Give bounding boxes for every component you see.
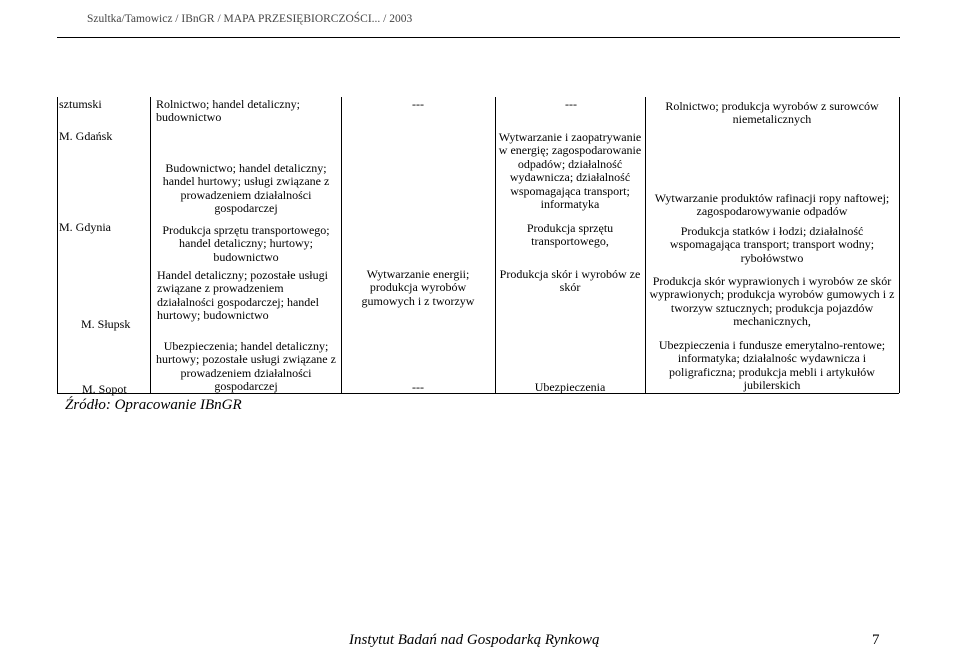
table-border-right [899,97,900,393]
cell-col4: Wytwarzanie i zaopatrywanie w energię; zagospodarowanie odpadów; działalność wydawnicza; działalność wspomagająca transport; informatyka [498,130,642,212]
page-number: 7 [872,632,880,648]
cell-sectors: Produkcja sprzętu transportowego; handel detaliczny; hurtowy; budownictwo [162,223,330,264]
region-name: M. Gdańsk [59,129,113,143]
cell-col4: Produkcja skór i wyrobów ze skór [499,267,641,295]
cell-col5: Rolnictwo; produkcja wyrobów z surowców niemetalicznych [665,99,879,127]
table-divider-4 [645,97,646,393]
cell-col5: Produkcja statków i łodzi; działalność wspomagająca transport; transport wodny; rybołówstwo [669,224,875,265]
cell-sectors: Rolnictwo; handel detaliczny; budownictwo [156,97,300,125]
region-name: sztumski [59,97,102,111]
header-rule [57,37,900,38]
cell-col5: Wytwarzanie produktów rafinacji ropy naftowej; zagospodarowywanie odpadów [654,191,890,219]
table-divider-3 [495,97,496,393]
cell-sectors: Handel detaliczny; pozostałe usługi związane z prowadzeniem działalności gospodarczej; handel hurtowy; budownictwo [157,268,328,323]
cell-col4: Ubezpieczenia [534,380,606,394]
page-footer: Instytut Badań nad Gospodarką Rynkową [349,632,600,648]
source-note: Źródło: Opracowanie IBnGR [65,397,242,413]
cell-col3: --- [412,380,424,394]
table-divider-2 [341,97,342,393]
running-header: Szultka/Tamowicz / IBnGR / MAPA PRZESIĘBIORCZOŚCI... / 2003 [87,13,413,25]
cell-col3: --- [412,97,424,111]
cell-sectors: Budownictwo; handel detaliczny; handel hurtowy; usługi związane z prowadzeniem działalności gospodarczej [162,161,330,216]
region-name: M. Gdynia [59,220,111,234]
cell-col5: Ubezpieczenia i fundusze emerytalno-rentowe; informatyka; działalnośc wydawnicza i poligraficzna; produkcja mebli i artykułów jubilerskich [658,338,886,393]
cell-col4: --- [565,97,577,111]
table-border-left [57,97,58,393]
cell-col4: Produkcja sprzętu transportowego, [526,221,614,249]
region-name: M. Słupsk [81,317,131,331]
cell-sectors: Ubezpieczenia; handel detaliczny; hurtowy; pozostałe usługi związane z prowadzeniem działalności gospodarczej [156,339,336,394]
cell-col5: Produkcja skór wyprawionych i wyrobów ze skór wyprawionych; produkcja wyrobów gumowych i z tworzyw sztucznych; produkcja pojazdów mechanicznych, [649,274,895,329]
region-name: M. Sopot [82,382,127,396]
table-divider-1 [150,97,151,393]
cell-col3: Wytwarzanie energii; produkcja wyrobów gumowych i z tworzyw [361,267,475,308]
